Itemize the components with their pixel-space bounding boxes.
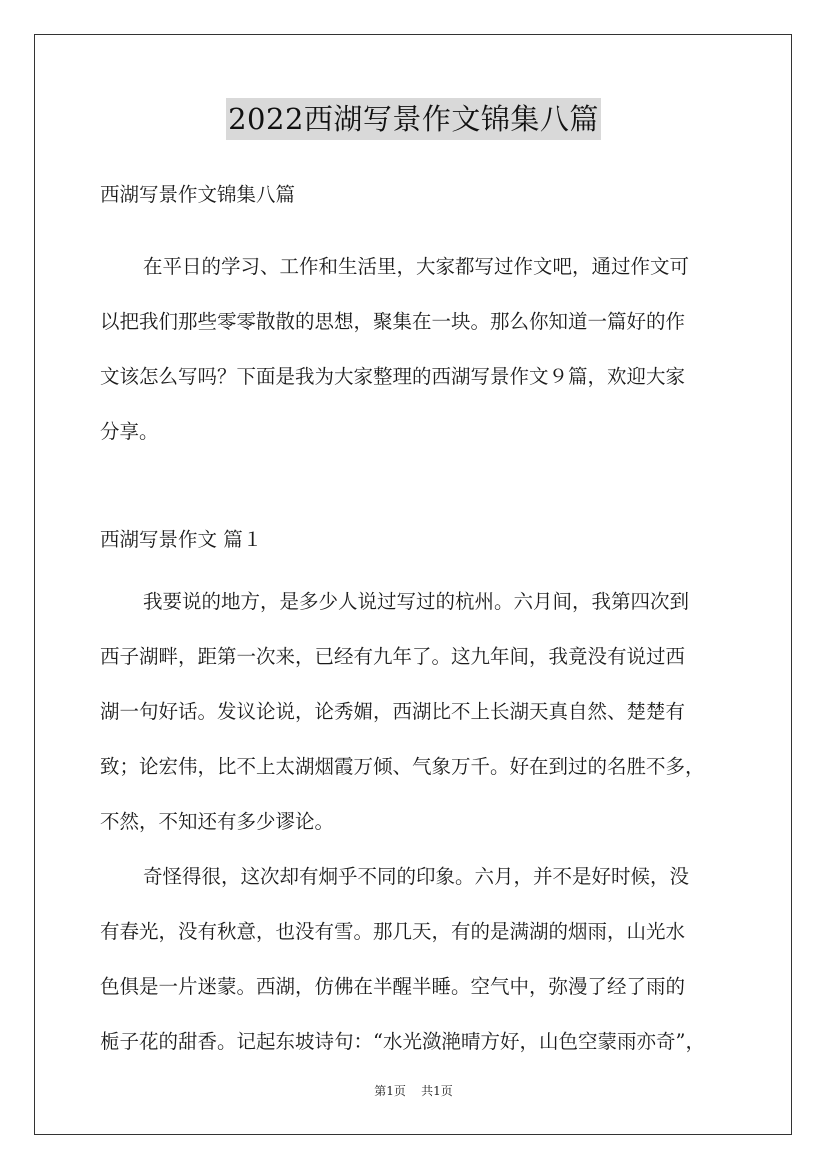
page-footer — [0, 1082, 827, 1099]
paragraph-line: 奇怪得很，这次却有炯乎不同的印象。六月，并不是好时候，没 — [143, 865, 690, 888]
section-heading: 西湖写景作文 篇１ — [100, 528, 263, 551]
intro-line: 文该怎么写吗？下面是我为大家整理的西湖写景作文９篇，欢迎大家 — [100, 365, 686, 388]
document-title: 2022西湖写景作文锦集八篇 — [226, 98, 601, 140]
paragraph-line: 致；论宏伟，比不上太湖烟霞万倾、气象万千。好在到过的名胜不多， — [100, 755, 705, 778]
document-subtitle: 西湖写景作文锦集八篇 — [100, 183, 296, 206]
paragraph-line: 西子湖畔，距第一次来，已经有九年了。这九年间，我竟没有说过西 — [100, 645, 686, 668]
page-total: 共1页 — [421, 1084, 453, 1098]
paragraph-line: 色俱是一片迷蒙。西湖，仿佛在半醒半睡。空气中，弥漫了经了雨的 — [100, 975, 686, 998]
intro-paragraph — [100, 239, 730, 459]
page-number: 第1页 — [374, 1084, 406, 1098]
paragraph-line: 湖一句好话。发议论说，论秀媚，西湖比不上长湖天真自然、楚楚有 — [100, 700, 686, 723]
paragraph-line: 不然，不知还有多少谬论。 — [100, 810, 335, 833]
paragraph-line: 有春光，没有秋意，也没有雪。那几天，有的是满湖的烟雨，山光水 — [100, 920, 686, 943]
document-body — [100, 176, 730, 1069]
paragraph-line: 我要说的地方，是多少人说过写过的杭州。六月间，我第四次到 — [143, 590, 690, 613]
intro-line: 分享。 — [100, 420, 159, 443]
paragraph-line: 栀子花的甜香。记起东坡诗句：“水光潋滟晴方好，山色空蒙雨亦奇”， — [100, 1030, 705, 1053]
body-paragraph-1 — [100, 574, 730, 849]
title-container — [0, 98, 827, 140]
intro-line: 以把我们那些零零散散的思想，聚集在一块。那么你知道一篇好的作 — [100, 310, 686, 333]
body-paragraph-2 — [100, 849, 730, 1069]
intro-line: 在平日的学习、工作和生活里，大家都写过作文吧，通过作文可 — [143, 255, 690, 278]
